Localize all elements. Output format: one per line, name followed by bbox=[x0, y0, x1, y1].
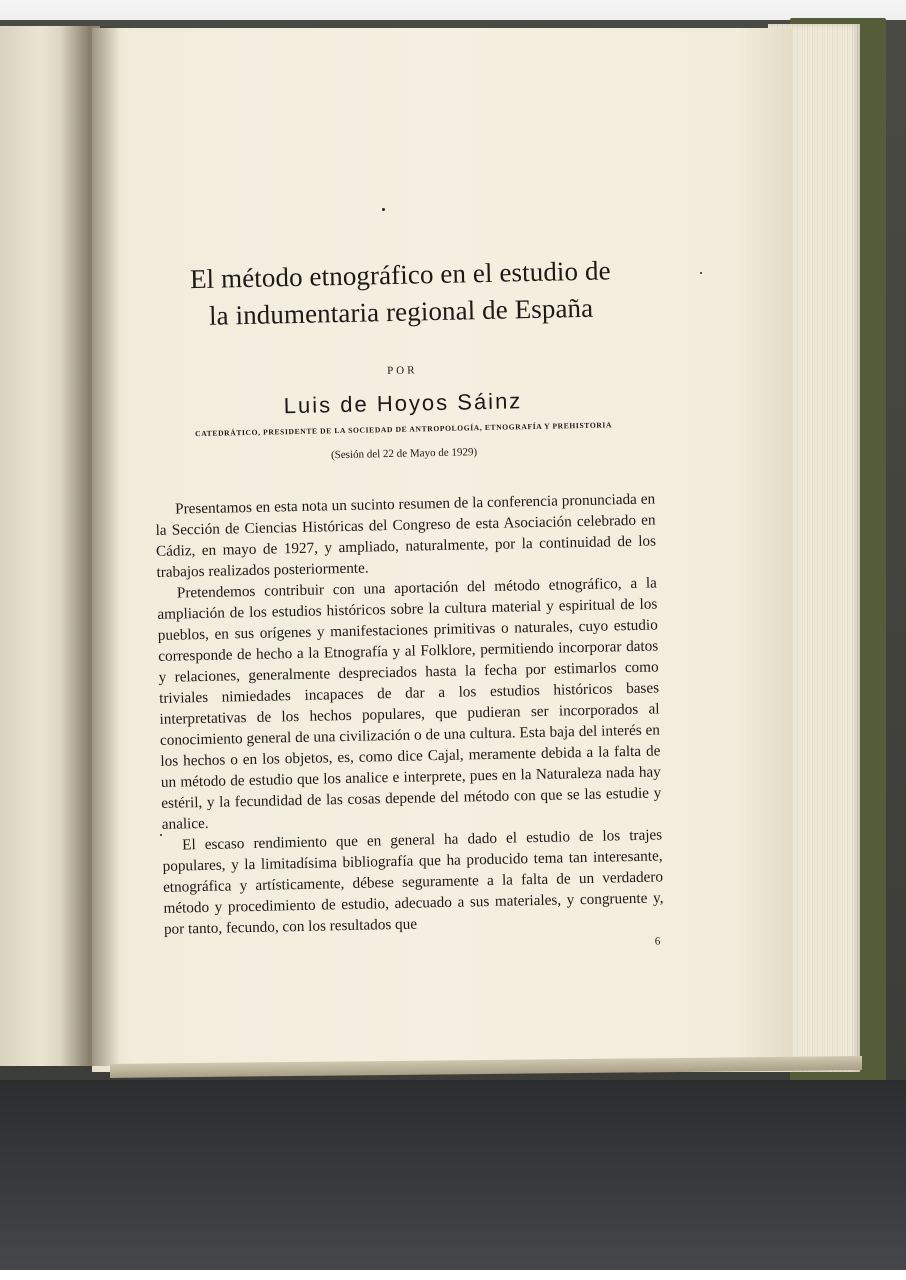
paragraph: Presentamos en esta nota un sucinto resumen de la conferencia pronunciada en la Sección de Ciencias Históricas del Congreso de esta Asociación celebrado en Cádiz, en mayo de 1927, y ampliado, naturalmente, por la continuidad de los trabajos realizados posteriormente. bbox=[155, 490, 657, 581]
title-line-1: El método etnográfico en el estudio de bbox=[189, 255, 611, 295]
page-number: 6 bbox=[654, 935, 661, 948]
table-surface bbox=[0, 1080, 906, 1270]
paper-speck bbox=[700, 272, 702, 274]
book-gutter bbox=[60, 26, 120, 1066]
paragraph: Pretendemos contribuir con una aportación del método etnográfico, a la ampliación de los estudios históricos sobre la cultura material y espiritual de los pueblos, en sus orígenes y manifestaciones primitivas o naturales, cuyo estudio corresponde de hecho a la Etnografía y al Folklore, permitiendo incorporar datos y relaciones, generalmente despreciados hasta la fecha por estimarlos como triviales nimiedades incapaces de dar a los estudios históricos bases interpretativas de los hechos populares, que pudieran ser incorporados al conocimiento general de una civilización o de una cultura. Esta baja del interés en los hechos o en los objetos, es, como dice Cajal, meramente debida a la falta de un método de estudio que los analice e interprete, pues en la Naturaleza nada hay estéril, y la fecundidad de las cosas depende del método con que se las estudie y analice. bbox=[157, 574, 662, 833]
article-body bbox=[155, 488, 664, 939]
byline-por: POR bbox=[387, 364, 418, 378]
paragraph: El escaso rendimiento que en general ha dado el estudio de los trajes populares, y la limitadísima bibliografía que ha producido tema tan interesante, etnográfica y artísticamente, débese seguramente a la falta de un verdadero método y procedimiento de estudio, adecuado a sus materiales, y congruente y, por tanto, fecundo, con los resultados que bbox=[162, 826, 664, 938]
title-line-2: la indumentaria regional de España bbox=[208, 292, 594, 331]
article-title bbox=[150, 252, 651, 336]
author-name: Luis de Hoyos Sáinz bbox=[283, 388, 523, 419]
session-date: (Sesión del 22 de Mayo de 1929) bbox=[330, 446, 478, 462]
paper-speck bbox=[382, 208, 385, 211]
author-affiliation: CATEDRÁTICO, PRESIDENTE DE LA SOCIEDAD DE ANTROPOLOGÍA, ETNOGRAFÍA Y PREHISTORIA bbox=[195, 420, 613, 439]
article bbox=[150, 252, 664, 958]
